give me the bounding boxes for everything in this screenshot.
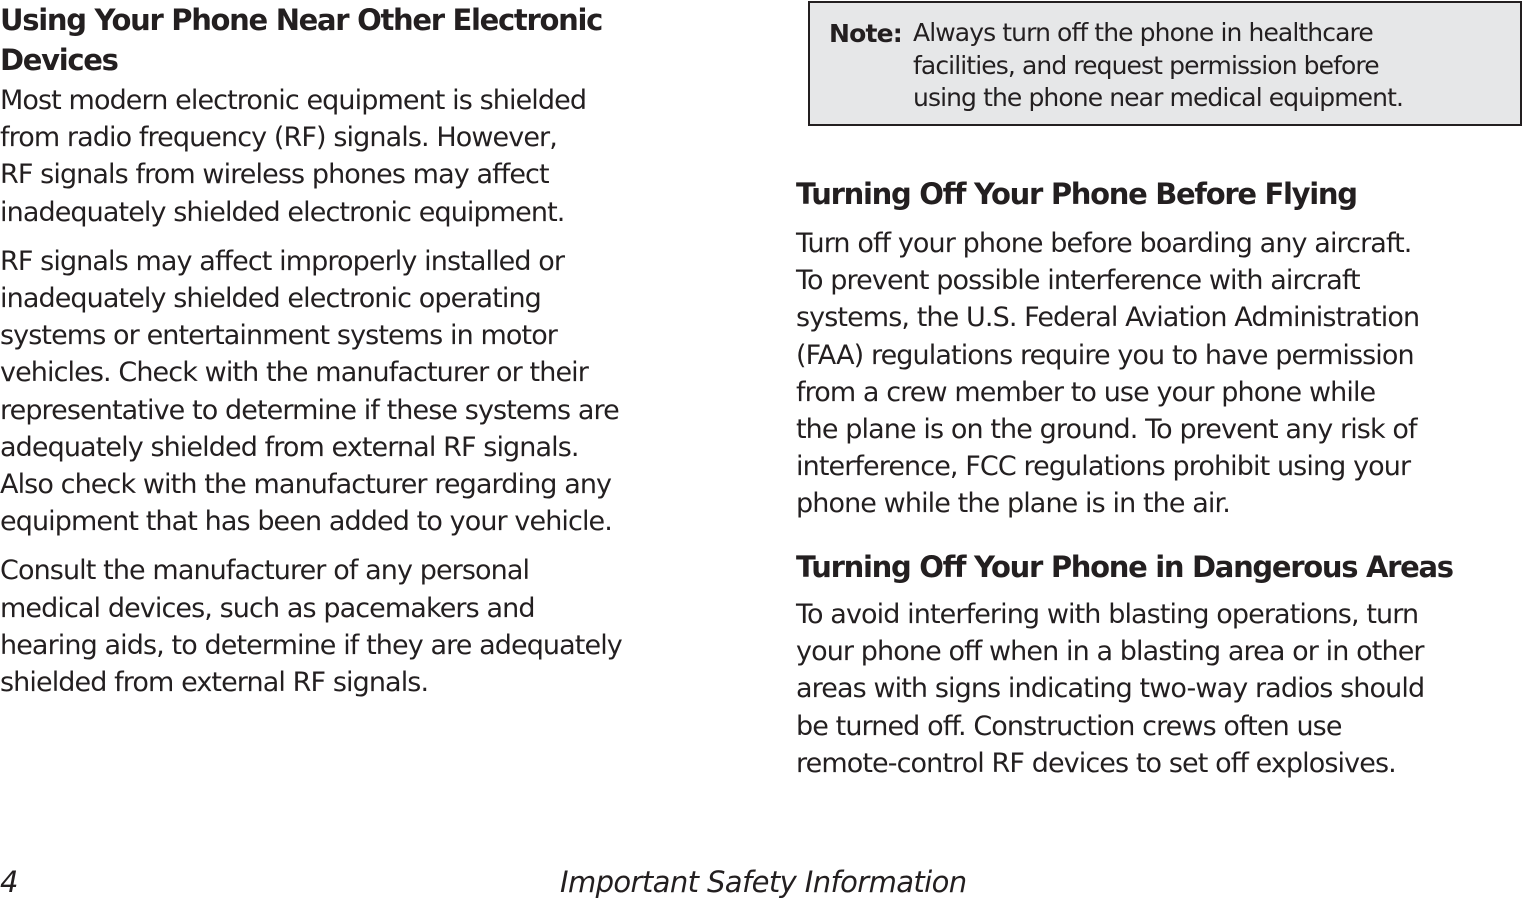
paragraph-shielding: Most modern electronic equipment is shielded from radio frequency (RF) signals. However, RF signals from wireless phones may affect inadequately shielded electronic equipment. [0, 85, 587, 228]
paragraph-motor-vehicles: RF signals may affect improperly installed or inadequately shielded electronic operating systems or entertainment systems in motor vehicles. Check with the manufacturer or their representative to determine if these systems are adequately shielded from external RF signals. Also check with the manufacturer regarding any equipment that has been added to your vehicle. [0, 245, 619, 538]
page-number: 4 [0, 865, 19, 899]
note-box [808, 1, 1522, 126]
note-text: Always turn off the phone in healthcare facilities, and request permission before using the phone near medical equipment. [913, 18, 1404, 112]
section-heading-dangerous-areas: Turning Off Your Phone in Dangerous Areas [796, 550, 1453, 584]
footer-section-title: Important Safety Information [560, 865, 967, 899]
section-heading-electronic-devices: Using Your Phone Near Other Electronic Devices [0, 3, 602, 77]
paragraph-medical-devices: Consult the manufacturer of any personal medical devices, such as pacemakers and hearing aids, to determine if they are adequately shielded from external RF signals. [0, 555, 622, 699]
section-heading-flying: Turning Off Your Phone Before Flying [796, 177, 1357, 211]
left-column [0, 0, 730, 701]
paragraph-dangerous-areas: To avoid interfering with blasting operations, turn your phone off when in a blasting area or in other areas with signs indicating two-way radios should be turned off. Construction crews often use remote-control RF devices to set off explosives. [796, 599, 1425, 779]
paragraph-flying: Turn off your phone before boarding any aircraft. To prevent possible interference with aircraft systems, the U.S. Federal Aviation Administration (FAA) regulations require you to have permission from a crew member to use your phone while the plane is on the ground. To prevent any risk of interference, FCC regulations prohibit using your phone while the plane is in the air. [796, 228, 1420, 520]
note-label: Note: [829, 19, 903, 48]
